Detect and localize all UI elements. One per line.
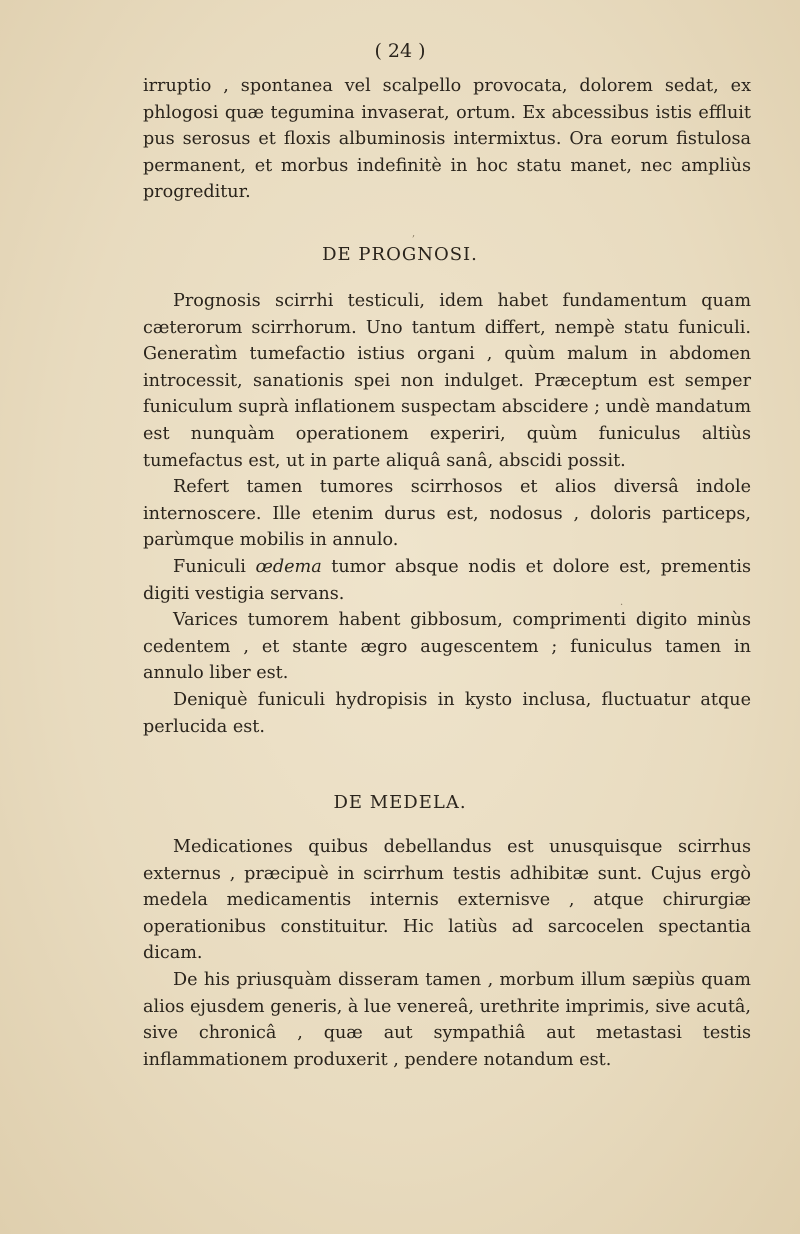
paragraph: De his priusquàm disseram tamen , morbum illum sæpiùs quam alios ejusdem generis, à lue venereâ, urethrite imprimis, sive acutâ, sive chronicâ , quæ aut sympathiâ aut metastasi testis inflammationem produxerit , pendere notandum est. <box>143 969 751 1070</box>
paragraph: Varices tumorem habent gibbosum, comprimenti digito minùs cedentem , et stante ægro augescentem ; funiculus tamen in annulo liber est. <box>143 610 751 684</box>
text-run: tumor absque nodis et dolore est, prementis digiti vestigia servans. <box>143 556 751 604</box>
medela-section-body <box>143 834 751 1073</box>
paragraph: Deniquè funiculi hydropisis in kysto inclusa, fluctuatur atque perlucida est. <box>143 689 751 737</box>
paragraph: Prognosis scirrhi testiculi, idem habet fundamentum quam cæterorum scirrhorum. Uno tantum differt, nempè statu funiculi. Generatìm tumefactio istius organi , quùm malum in abdomen introcessit, sanationis spei non indulget. Præceptum est semper funiculum suprà inflationem suspectam abscidere ; undè mandatum est nunquàm operationem experiri, quùm funiculus altiùs tumefactus est, ut in parte aliquâ sanâ, abscidi possit. <box>143 291 751 471</box>
paragraph: Medicationes quibus debellandus est unusquisque scirrhus externus , præcipuè in scirrhum testis adhibitæ sunt. Cujus ergò medela medicamentis internis externisve , atque chirurgiæ operationibus constituitur. Hic latiùs ad sarcocelen spectantia dicam. <box>143 837 751 964</box>
section-heading-prognosi: DE PROGNOSI. <box>322 244 478 265</box>
italic-term: œdema <box>255 556 322 577</box>
paragraph: irruptio , spontanea vel scalpello provocata, dolorem sedat, ex phlogosi quæ tegumina invaserat, ortum. Ex abcessibus istis effluit pus serosus et floxis albuminosis intermixtus. Ora eorum fistulosa permanent, et morbus indefinitè in hoc statu manet, nec ampliùs progreditur. <box>143 76 751 203</box>
opening-paragraph-block <box>143 73 751 206</box>
section-heading-medela: DE MEDELA. <box>333 792 467 813</box>
page-number: ( 24 ) <box>374 40 426 62</box>
ink-speck: · <box>620 600 624 611</box>
paragraph: Refert tamen tumores scirrhosos et alios diversâ indole internoscere. Ille etenim durus est, nodosus , doloris particeps, parùmque mobilis in annulo. <box>143 477 751 551</box>
ink-speck: , <box>412 228 416 239</box>
text-run: Funiculi <box>173 556 256 577</box>
paragraph <box>143 554 751 607</box>
prognosi-section-body <box>143 288 751 740</box>
